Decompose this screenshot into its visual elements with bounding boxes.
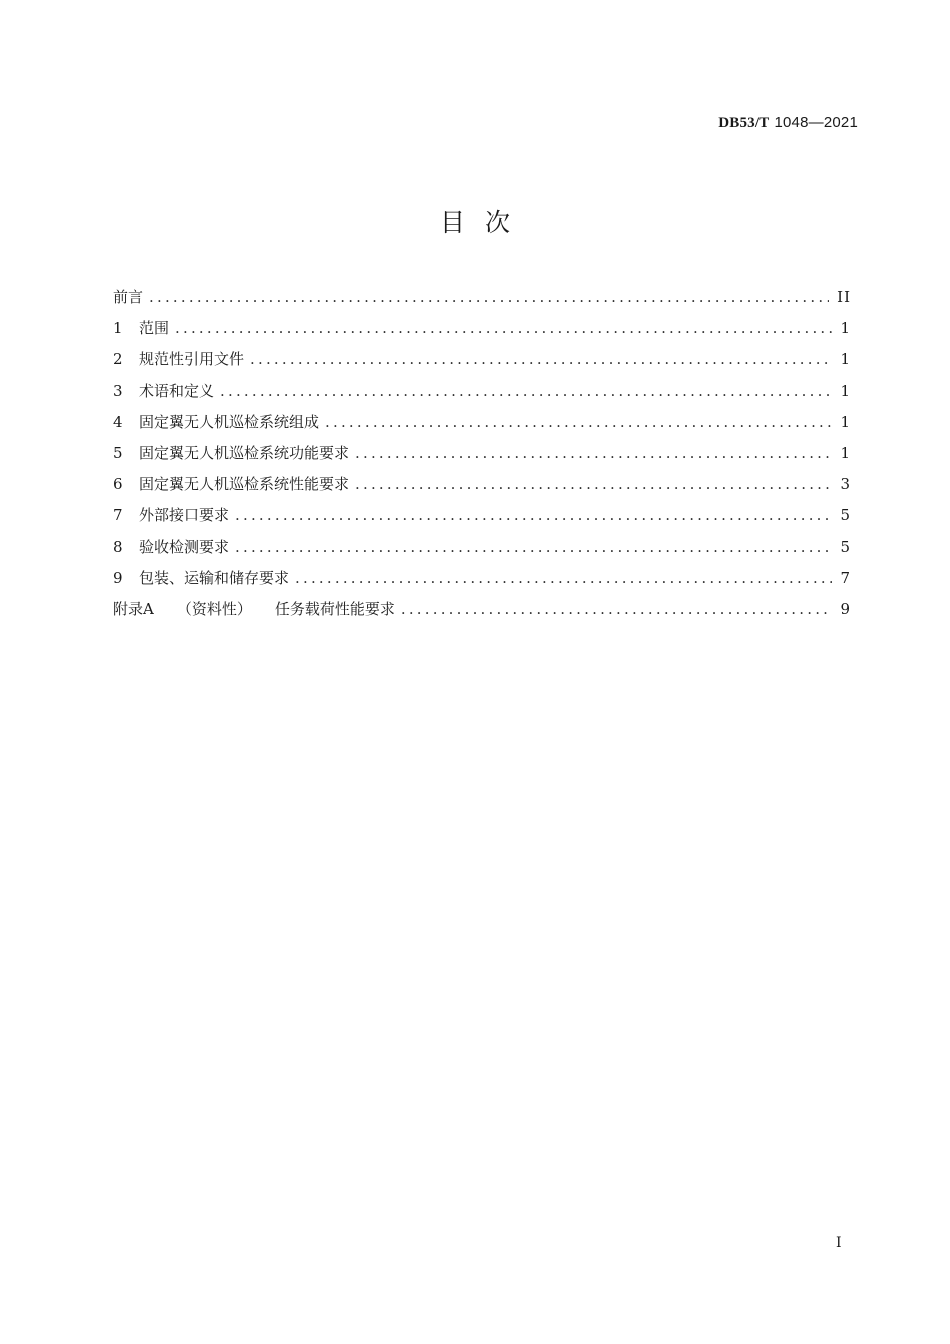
toc-entry-page: 7 — [840, 568, 851, 587]
toc-dot-leader — [235, 504, 832, 526]
toc-entry-number: 4 — [113, 412, 123, 431]
table-of-contents — [113, 286, 851, 629]
toc-appendix-type: （资料性） — [176, 599, 252, 618]
toc-entry-title: 固定翼无人机巡检系统性能要求 — [139, 475, 350, 494]
toc-entry-page: 1 — [840, 443, 851, 462]
toc-dot-leader — [175, 317, 832, 339]
toc-entry-number: 1 — [113, 319, 123, 338]
document-code-prefix: DB53/T — [718, 115, 770, 131]
toc-entry-7[interactable] — [113, 504, 851, 535]
toc-entry-appendix-a[interactable] — [113, 598, 851, 629]
toc-entry-number: 3 — [113, 381, 123, 400]
toc-entry-4[interactable] — [113, 411, 851, 442]
toc-entry-title: 范围 — [139, 319, 170, 338]
toc-entry-title: 任务载荷性能要求 — [274, 599, 395, 618]
page-title: 目次 — [439, 208, 530, 237]
toc-entry-number: 5 — [113, 443, 123, 462]
toc-dot-leader — [235, 536, 832, 558]
toc-entry-number: 9 — [113, 568, 123, 587]
toc-entry-9[interactable] — [113, 567, 851, 598]
toc-entry-title: 包装、运输和储存要求 — [139, 568, 290, 587]
toc-entry-1[interactable] — [113, 317, 851, 348]
toc-dot-leader — [325, 411, 832, 433]
toc-entry-title: 外部接口要求 — [139, 506, 230, 525]
toc-entry-page: 5 — [840, 537, 851, 556]
toc-entry-number: 7 — [113, 506, 123, 525]
toc-entry-title: 术语和定义 — [139, 381, 215, 400]
toc-entry-title: 前言 — [113, 288, 144, 306]
toc-entry-page: 1 — [840, 381, 851, 400]
toc-entry-number: 8 — [113, 537, 123, 556]
toc-entry-page: 9 — [840, 599, 851, 618]
toc-entry-page: 3 — [840, 475, 851, 494]
toc-entry-3[interactable] — [113, 380, 851, 411]
toc-entry-page: 5 — [840, 506, 851, 525]
toc-entry-8[interactable] — [113, 536, 851, 567]
document-code — [718, 113, 858, 132]
toc-dot-leader — [220, 380, 832, 402]
toc-dot-leader — [295, 567, 832, 589]
toc-entry-page: 1 — [840, 319, 851, 338]
document-code-number: 1048—2021 — [774, 114, 858, 131]
toc-appendix-label: 附录A — [113, 599, 154, 618]
page-number: I — [836, 1235, 842, 1251]
toc-dot-leader — [250, 348, 832, 370]
toc-entry-2[interactable] — [113, 348, 851, 379]
toc-entry-preface[interactable] — [113, 286, 851, 317]
toc-entry-title: 固定翼无人机巡检系统组成 — [139, 412, 320, 431]
toc-dot-leader — [149, 286, 829, 308]
toc-entry-title: 验收检测要求 — [139, 537, 230, 556]
toc-entry-number: 2 — [113, 350, 123, 369]
toc-entry-page: II — [837, 288, 851, 306]
toc-dot-leader — [355, 442, 832, 464]
toc-entry-6[interactable] — [113, 473, 851, 504]
toc-entry-title: 固定翼无人机巡检系统功能要求 — [139, 443, 350, 462]
toc-entry-page: 1 — [840, 350, 851, 369]
toc-entry-number: 6 — [113, 475, 123, 494]
toc-entry-5[interactable] — [113, 442, 851, 473]
toc-dot-leader — [401, 598, 833, 620]
toc-entry-title: 规范性引用文件 — [139, 350, 245, 369]
toc-entry-page: 1 — [840, 412, 851, 431]
toc-dot-leader — [355, 473, 832, 495]
